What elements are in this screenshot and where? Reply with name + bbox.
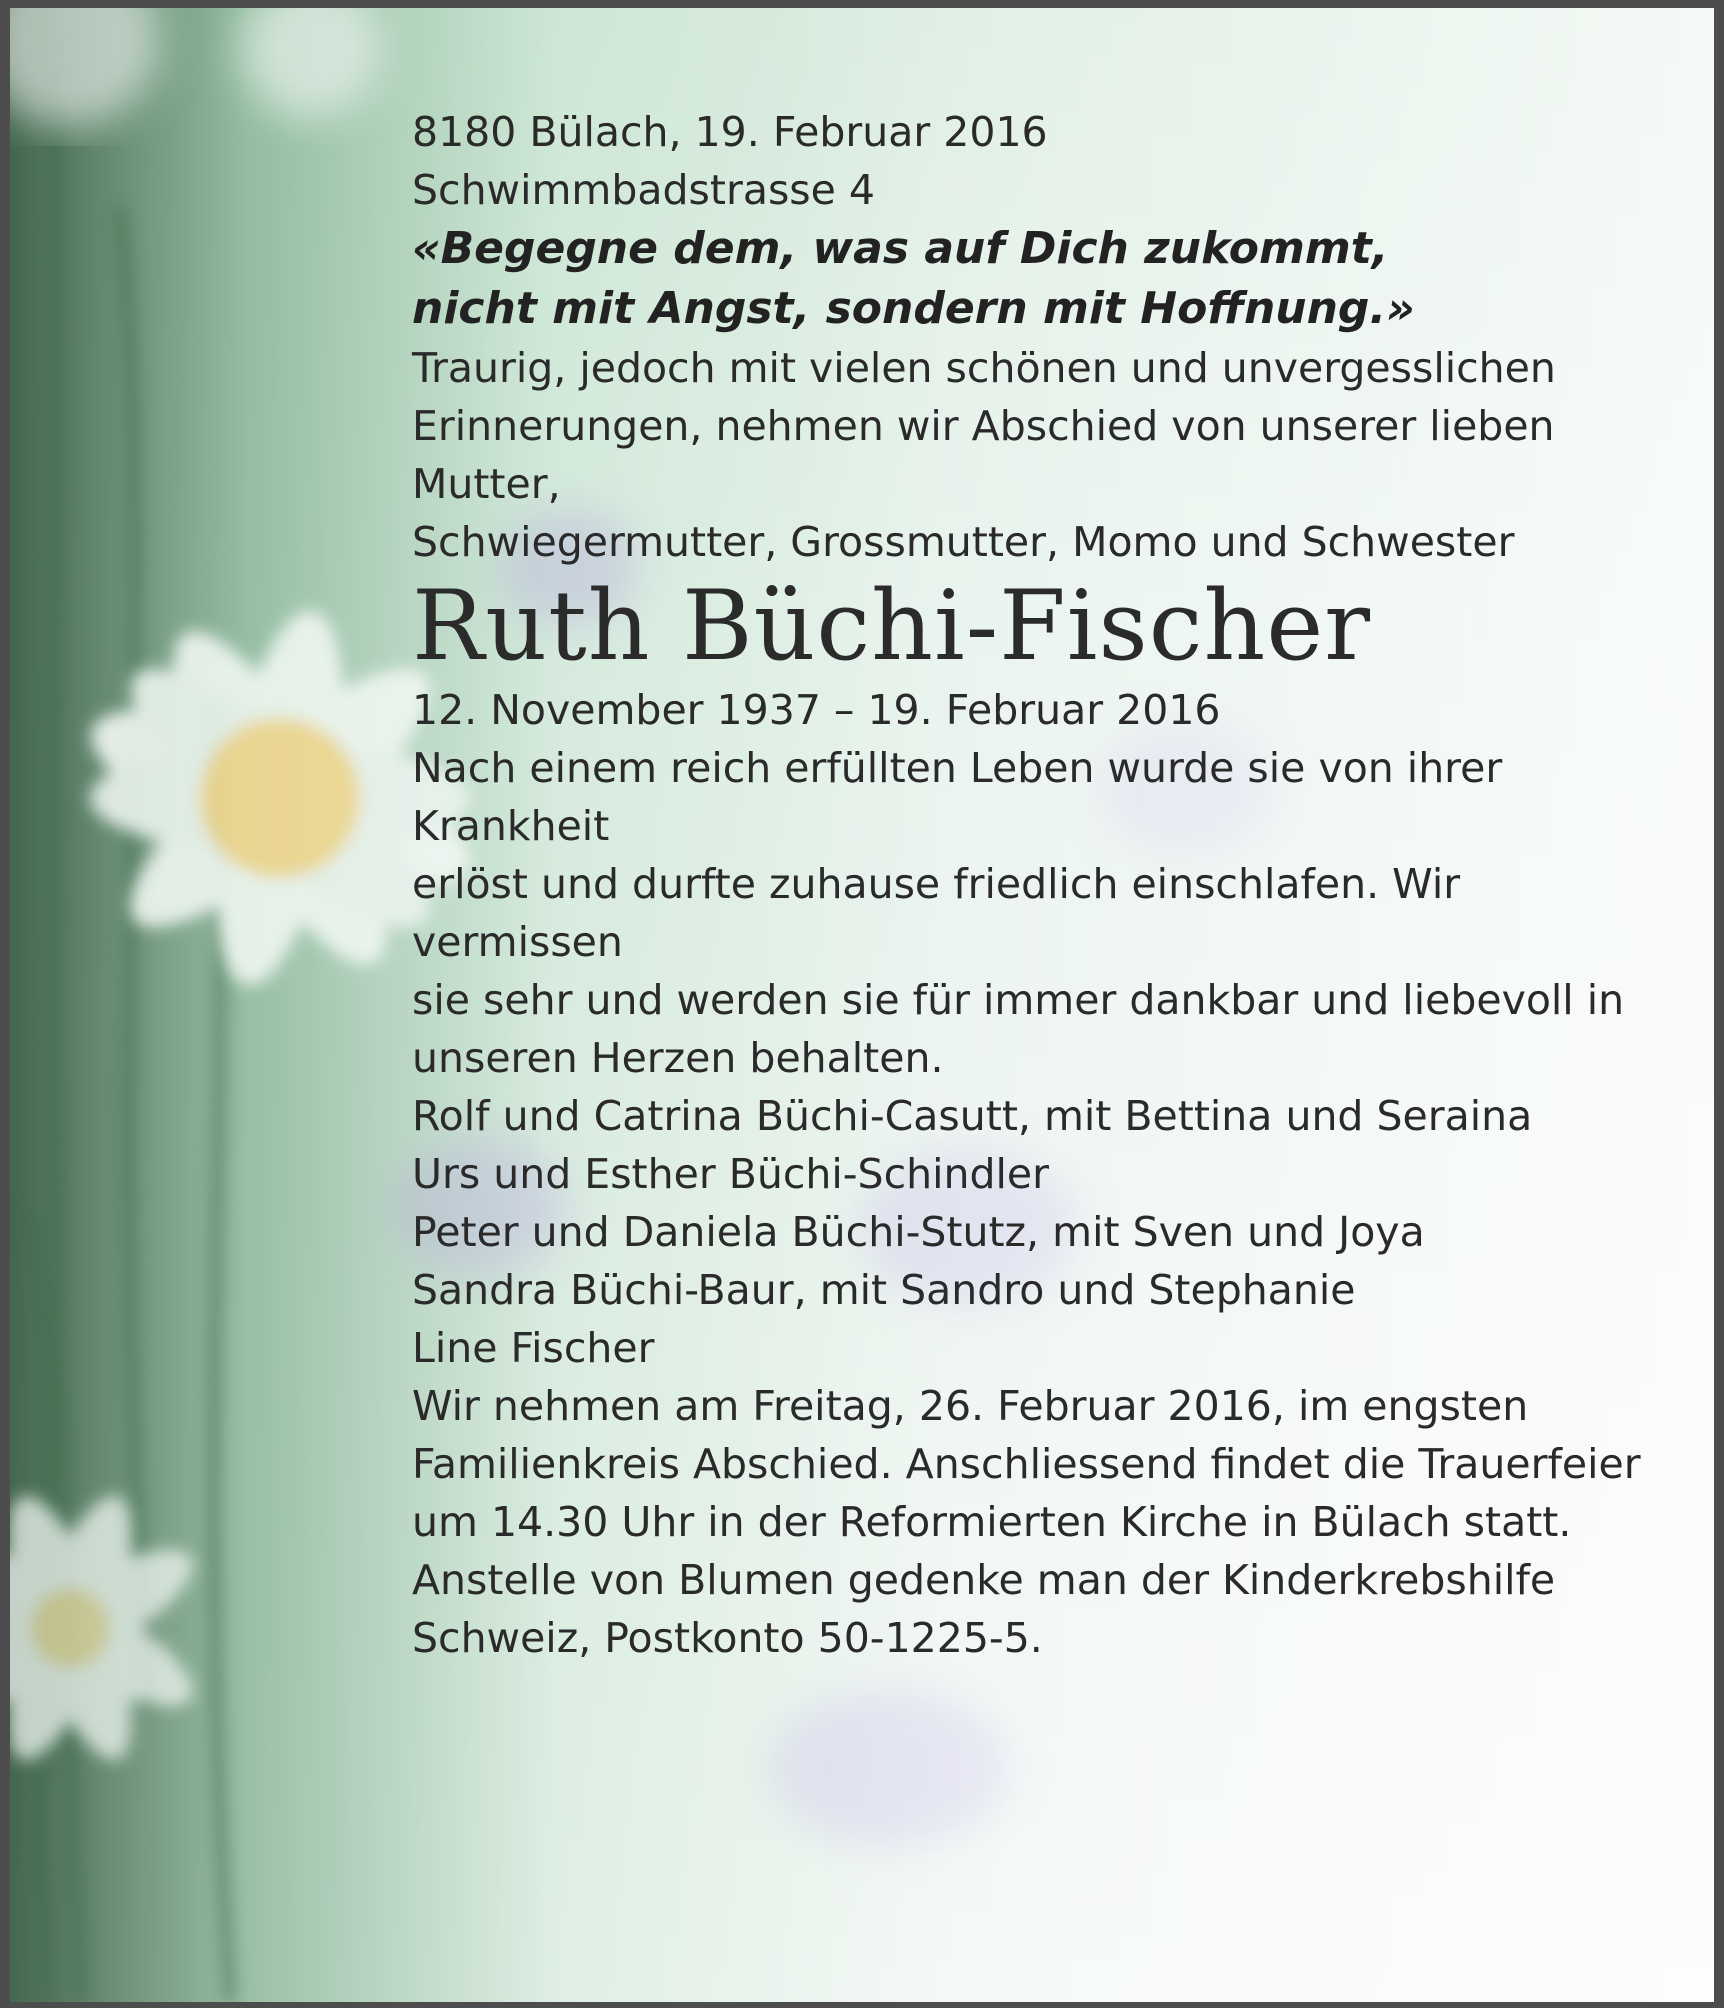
bio-line: erlöst und durfte zuhause friedlich einschlafen. Wir vermissen: [412, 860, 1461, 966]
service-paragraph: [412, 1377, 1672, 1551]
service-line: um 14.30 Uhr in der Reformierten Kirche in Bülach statt.: [412, 1498, 1572, 1546]
bio-line: Nach einem reich erfüllten Leben wurde sie von ihrer Krankheit: [412, 744, 1503, 850]
intro-line: Traurig, jedoch mit vielen schönen und unvergesslichen: [412, 344, 1556, 392]
life-dates: 12. November 1937 – 19. Februar 2016: [412, 686, 1221, 734]
family-list: [412, 1087, 1672, 1377]
place-date: 8180 Bülach, 19. Februar 2016: [412, 108, 1048, 156]
bio-line: sie sehr und werden sie für immer dankbar und liebevoll in: [412, 976, 1625, 1024]
address-block: [412, 103, 1672, 219]
quote-line: nicht mit Angst, sondern mit Hoffnung.»: [412, 283, 1415, 334]
donation-paragraph: [412, 1551, 1672, 1667]
quote-line: «Begegne dem, was auf Dich zukommt,: [412, 223, 1389, 274]
obituary-card: [10, 8, 1714, 2002]
intro-paragraph: [412, 339, 1672, 571]
street-address: Schwimmbadstrasse 4: [412, 166, 876, 214]
deceased-name: Ruth Büchi-Fischer: [412, 570, 1372, 682]
quote: [412, 219, 1672, 339]
family-member: Line Fischer: [412, 1324, 655, 1372]
bio-paragraph: [412, 739, 1672, 1087]
service-line: Wir nehmen am Freitag, 26. Februar 2016, im engsten: [412, 1382, 1529, 1430]
bio-line: unseren Herzen behalten.: [412, 1034, 944, 1082]
family-member: Sandra Büchi-Baur, mit Sandro und Stephanie: [412, 1266, 1356, 1314]
intro-line: Schwiegermutter, Grossmutter, Momo und Schwester: [412, 518, 1515, 566]
service-line: Familienkreis Abschied. Anschliessend findet die Trauerfeier: [412, 1440, 1641, 1488]
family-member: Rolf und Catrina Büchi-Casutt, mit Bettina und Seraina: [412, 1092, 1533, 1140]
family-member: Urs und Esther Büchi-Schindler: [412, 1150, 1049, 1198]
intro-line: Erinnerungen, nehmen wir Abschied von unserer lieben Mutter,: [412, 402, 1555, 508]
donation-line: Schweiz, Postkonto 50-1225-5.: [412, 1614, 1043, 1662]
obituary-text: [412, 103, 1672, 1667]
family-member: Peter und Daniela Büchi-Stutz, mit Sven und Joya: [412, 1208, 1425, 1256]
donation-line: Anstelle von Blumen gedenke man der Kinderkrebshilfe: [412, 1556, 1556, 1604]
